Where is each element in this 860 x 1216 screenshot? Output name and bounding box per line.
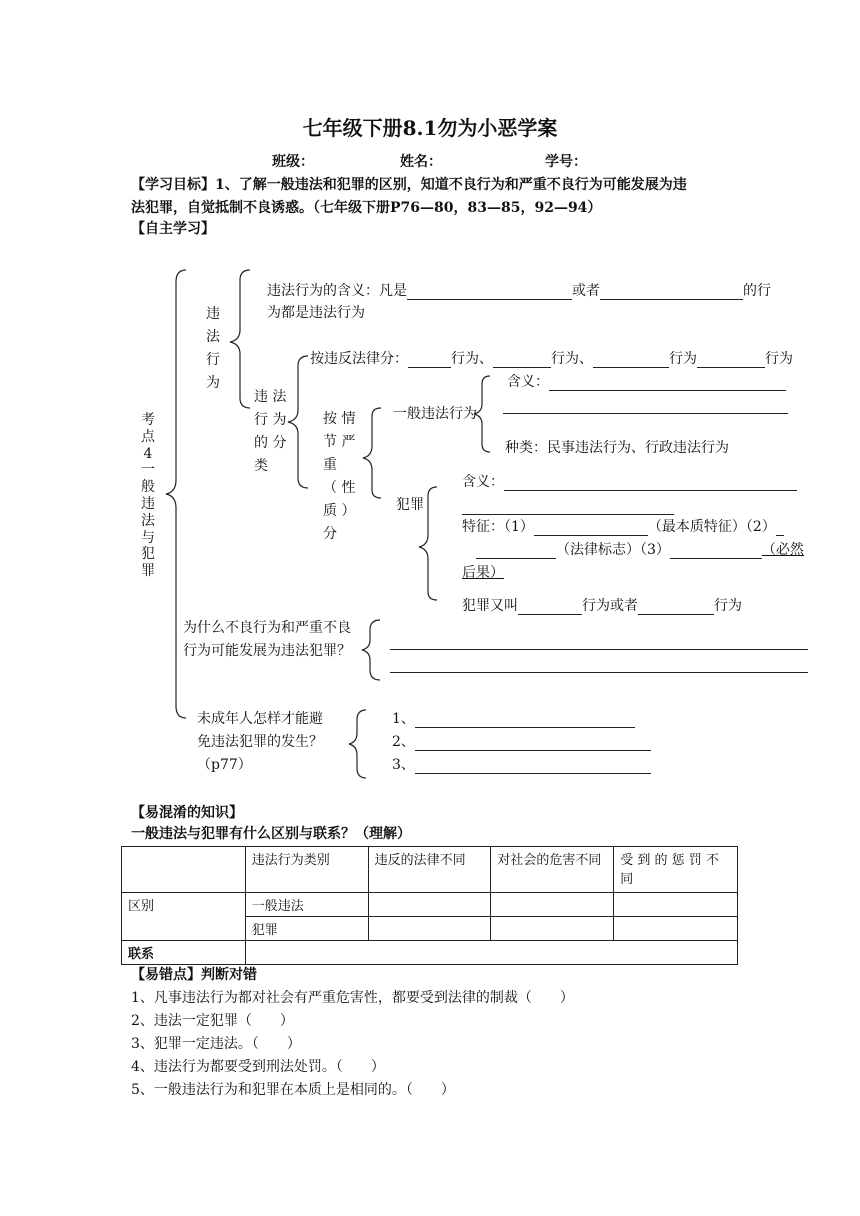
meaning-line: 违法行为的含义：凡是 或者 的行: [267, 283, 771, 299]
table-header: 违反的法律不同: [368, 847, 491, 893]
crime-alias-line: 犯罪又叫 行为或者 行为: [462, 598, 742, 614]
classify-label: 违 法 行 为 的 分 类: [254, 389, 287, 474]
why-question-line1: 为什么不良行为和严重不良: [183, 620, 351, 636]
crime-meaning-blank: [462, 498, 674, 515]
judgement-item: 5、一般违法行为和犯罪在本质上是相同的。（ ）: [131, 1082, 455, 1098]
table-header: 受 到 的 惩 罚 不同: [614, 847, 738, 893]
meaning-line2: 为都是违法行为: [267, 305, 365, 321]
why-answer-blank1: [390, 633, 808, 650]
gv-meaning-blank: [503, 397, 788, 414]
class-field: 班级：: [272, 154, 314, 170]
features-line1: 特征：（1） （最本质特征）（2）: [462, 519, 784, 536]
why-answer-blank2: [390, 656, 808, 673]
judgement-item: 1、凡事违法行为都对社会有严重危害性，都要受到法律的制裁（ ）: [131, 990, 574, 1006]
weifa-xingwei-label: 违 法 行 为: [206, 306, 220, 391]
diff-label: 区别: [122, 893, 246, 941]
error-heading: 【易错点】判断对错: [131, 967, 257, 983]
features-line3: 后果）: [462, 565, 504, 581]
avoid-item-1: 1、: [392, 711, 635, 728]
judgement-item: 4、违法行为都要受到刑法处罚。（ ）: [131, 1059, 385, 1075]
crime-label: 犯罪: [396, 497, 424, 513]
objective-line2: 法犯罪，自觉抵制不良诱惑。（七年级下册P76—80，83—85，92—94）: [131, 200, 602, 216]
features-line2: （法律标志）（3） （必然: [476, 542, 804, 559]
id-field: 学号：: [545, 154, 587, 170]
confusing-question: 一般违法与犯罪有什么区别与联系？（理解）: [131, 826, 411, 842]
comparison-table: [121, 846, 738, 965]
avoid-question-line1: 未成年人怎样才能避: [197, 711, 323, 727]
row-label: 犯罪: [245, 917, 368, 941]
gv-types: 种类：民事违法行为、行政违法行为: [505, 440, 729, 456]
gv-meaning-line: 含义：: [507, 374, 786, 391]
page-title: 七年级下册8.1勿为小恶学案: [302, 116, 558, 140]
why-question-line2: 行为可能发展为违法犯罪？: [183, 643, 351, 659]
by-law-line: 按违反法律分： 行为、 行为、 行为 行为: [310, 351, 793, 367]
table-row: [122, 941, 738, 965]
table-header: 违法行为类别: [245, 847, 368, 893]
avoid-item-2: 2、: [392, 734, 651, 751]
table-header-row: [122, 847, 738, 893]
general-violation-label: 一般违法行为: [393, 406, 477, 422]
kaodian-label: 考 点 4 一 般 违 法 与 犯 罪: [141, 412, 155, 580]
self-study-heading: 【自主学习】: [131, 221, 215, 237]
relation-label: 联系: [122, 941, 246, 965]
table-header: 对社会的危害不同: [491, 847, 614, 893]
row-label: 一般违法: [245, 893, 368, 917]
avoid-question-line3: （p77）: [197, 757, 252, 773]
judgement-item: 2、违法一定犯罪（ ）: [131, 1013, 294, 1029]
name-field: 姓名：: [400, 154, 442, 170]
table-row: [122, 893, 738, 917]
objective-line1: 【学习目标】1、了解一般违法和犯罪的区别，知道不良行为和严重不良行为可能发展为违: [131, 177, 687, 193]
confusing-heading: 【易混淆的知识】: [131, 805, 243, 821]
avoid-question-line2: 免违法犯罪的发生？: [197, 734, 323, 750]
avoid-item-3: 3、: [392, 757, 651, 774]
by-severity-label: 按 情 节 严 重 （ 性 质 ） 分: [323, 411, 356, 542]
judgement-item: 3、犯罪一定违法。（ ）: [131, 1036, 301, 1052]
crime-meaning-line: 含义：: [462, 474, 797, 491]
